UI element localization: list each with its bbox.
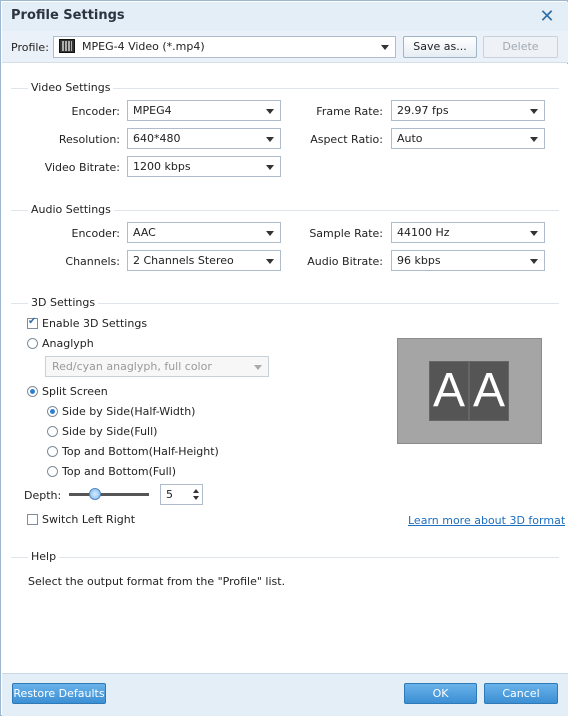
depth-label: Depth: [24,489,62,502]
window-title: Profile Settings [11,8,125,23]
chevron-down-icon [381,45,389,50]
chevron-down-icon [266,109,274,114]
title-bar [2,2,568,31]
anaglyph-radio[interactable] [27,338,38,349]
frame-rate-value: 29.97 fps [397,104,449,117]
split-screen-radio[interactable] [27,386,38,397]
chevron-down-icon [530,109,538,114]
top-bottom-half-radio[interactable] [47,446,58,457]
enable-3d-label: Enable 3D Settings [42,317,148,330]
aspect-ratio-label: Aspect Ratio: [310,133,383,146]
anaglyph-select[interactable] [45,356,269,377]
resolution-value: 640*480 [133,132,181,145]
side-by-side-half-label: Side by Side(Half-Width) [62,405,196,418]
audio-encoder-value: AAC [133,226,156,239]
chevron-down-icon [266,165,274,170]
ok-button[interactable]: OK [404,683,477,704]
video-bitrate-label: Video Bitrate: [44,161,120,174]
chevron-down-icon [530,259,538,264]
aspect-ratio-select[interactable] [391,128,545,149]
video-bitrate-select[interactable] [127,156,281,177]
channels-select[interactable] [127,250,281,271]
help-title: Help [28,550,59,563]
video-file-icon [59,39,75,53]
close-icon[interactable]: ✕ [539,6,555,27]
audio-bitrate-select[interactable] [391,250,545,271]
preview-left-glyph: A [429,361,469,421]
preview-right-glyph: A [469,361,509,421]
switch-left-right-checkbox[interactable] [27,514,38,525]
chevron-down-icon [254,365,262,370]
audio-encoder-label: Encoder: [71,227,120,240]
top-bottom-full-radio[interactable] [47,466,58,477]
audio-encoder-select[interactable] [127,222,281,243]
split-screen-label: Split Screen [42,385,108,398]
chevron-down-icon [530,137,538,142]
audio-settings-title: Audio Settings [28,203,114,216]
side-by-side-full-label: Side by Side(Full) [62,425,158,438]
delete-button[interactable]: Delete [483,36,558,58]
learn-more-3d-link[interactable]: Learn more about 3D format [408,514,566,527]
help-divider [11,557,559,558]
enable-3d-checkbox[interactable] [27,318,38,329]
chevron-down-icon [266,137,274,142]
video-encoder-label: Encoder: [71,105,120,118]
chevron-down-icon [530,231,538,236]
anaglyph-value: Red/cyan anaglyph, full color [52,360,212,373]
switch-left-right-label: Switch Left Right [42,513,136,526]
help-text: Select the output format from the "Profile" list. [28,575,286,588]
profile-select-value: MPEG-4 Video (*.mp4) [82,40,205,53]
sample-rate-select[interactable] [391,222,545,243]
sample-rate-value: 44100 Hz [397,226,450,239]
anaglyph-label: Anaglyph [42,337,94,350]
aspect-ratio-value: Auto [397,132,423,145]
3d-preview [397,338,542,444]
frame-rate-label: Frame Rate: [316,105,383,118]
depth-slider-thumb[interactable] [89,488,101,500]
chevron-down-icon [266,231,274,236]
video-bitrate-value: 1200 kbps [133,160,191,173]
profile-label: Profile: [11,41,49,54]
video-encoder-select[interactable] [127,100,281,121]
top-bottom-full-label: Top and Bottom(Full) [62,465,176,478]
side-by-side-half-radio[interactable] [47,406,58,417]
side-by-side-full-radio[interactable] [47,426,58,437]
cancel-button[interactable]: Cancel [484,683,558,704]
depth-stepper[interactable] [160,484,203,505]
video-encoder-value: MPEG4 [133,104,172,117]
audio-bitrate-value: 96 kbps [397,254,441,267]
depth-value: 5 [166,488,173,501]
top-bottom-half-label: Top and Bottom(Half-Height) [62,445,219,458]
3d-settings-title: 3D Settings [28,296,98,309]
channels-label: Channels: [65,255,120,268]
restore-defaults-button[interactable]: Restore Defaults [12,683,106,704]
depth-slider-track[interactable] [69,493,149,496]
resolution-label: Resolution: [58,133,120,146]
video-settings-title: Video Settings [28,81,113,94]
chevron-down-icon [266,259,274,264]
save-as-button[interactable]: Save as... [403,36,477,58]
sample-rate-label: Sample Rate: [309,227,383,240]
audio-bitrate-label: Audio Bitrate: [307,255,383,268]
profile-select[interactable] [53,36,396,58]
channels-value: 2 Channels Stereo [133,254,234,267]
frame-rate-select[interactable] [391,100,545,121]
chevron-down-icon[interactable] [193,496,199,500]
chevron-up-icon[interactable] [193,489,199,493]
resolution-select[interactable] [127,128,281,149]
